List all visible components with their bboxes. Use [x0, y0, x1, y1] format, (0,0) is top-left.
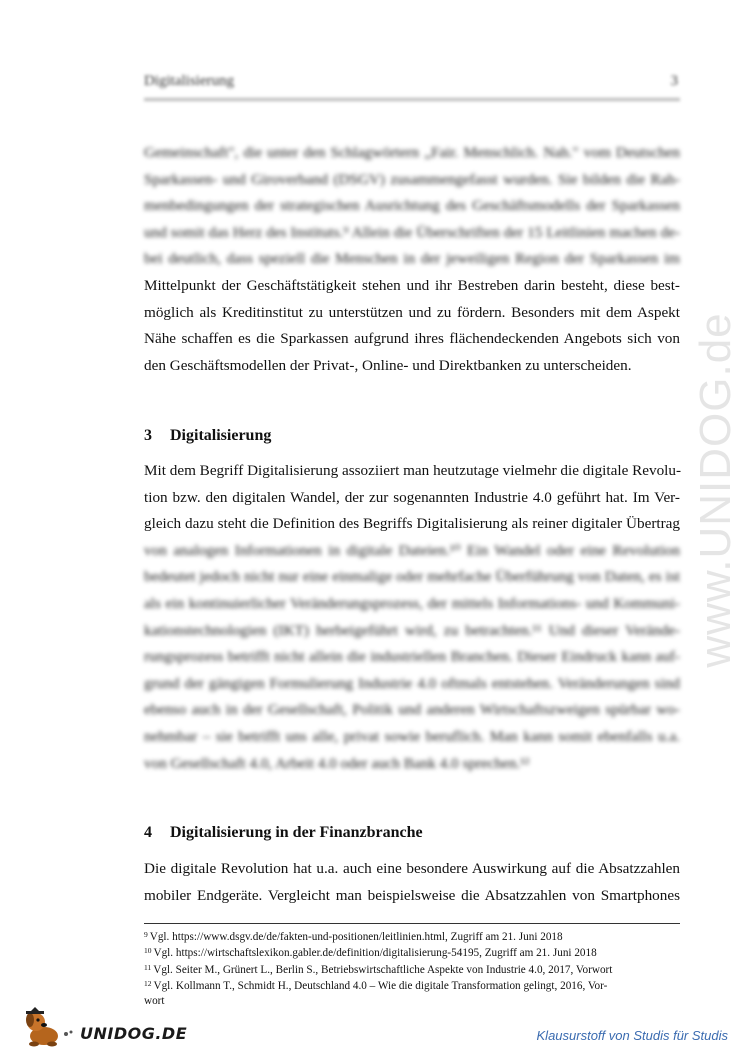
section-heading-3: [144, 427, 271, 445]
footnote-number: 11: [144, 962, 152, 972]
text-line: Sparkassen- und Giroverband (DSGV) zusammengefasst wurden. Sie bilden die Rah-: [144, 170, 680, 188]
footnote-number: 12: [144, 979, 152, 989]
text-line: rungsprozess betrifft nicht allein die industriellen Branchen. Dieser Eindruck kann auf-: [144, 648, 680, 666]
footnote-continuation: wort: [144, 994, 165, 1007]
intro-paragraph: [144, 140, 680, 379]
text-line: und somit das Herz des Instituts.⁹ Allein die Überschriften der 15 Leitlinien machen de-: [144, 223, 680, 241]
text-line: möglich als Kreditinstitut zu unterstützen und zu fördern. Besonders mit dem Aspekt: [144, 303, 680, 321]
page-header: [144, 70, 680, 101]
section-number: 3: [144, 427, 152, 444]
header-title: Digitalisierung: [144, 73, 234, 89]
section-number: 4: [144, 824, 152, 841]
footnote: [144, 928, 680, 944]
text-line: tion bzw. den digitalen Wandel, der zur sogenannten Industrie 4.0 geführt hat. Im Ver-: [144, 488, 680, 506]
footnotes: [144, 928, 680, 1008]
section-title: Digitalisierung in der Finanzbranche: [170, 824, 423, 841]
footnote-text: Vgl. https://www.dsgv.de/de/fakten-und-positionen/leitlinien.html, Zugriff am 21. Juni 2018: [149, 931, 563, 943]
footnote: [144, 961, 680, 977]
text-line: menbedingungen der strategischen Ausrichtung des Geschäftsmodells der Sparkassen: [144, 197, 680, 215]
section4-paragraph: [144, 856, 680, 909]
text-line: bedeutet jedoch nicht nur eine einmalige oder mehrfache Überführung von Daten, es ist: [144, 568, 680, 586]
watermark: [692, 250, 740, 730]
text-line: Nähe schaffen es die Sparkassen aufgrund ihres flächendeckenden Angebots sich von: [144, 330, 680, 348]
footnote-divider: [144, 923, 680, 924]
text-line: grund der gängigen Formulierung Industrie 4.0 oftmals entstehen. Veränderungen sind: [144, 674, 680, 692]
section-heading-4: [144, 824, 423, 842]
text-line: Gemeinschaft", die unter den Schlagwörtern „Fair. Menschlich. Nah." vom Deutschen: [144, 144, 680, 161]
page-number: 3: [670, 73, 678, 89]
footnote-text: Vgl. Seiter M., Grünert L., Berlin S., Betriebswirtschaftliche Aspekte von Industrie 4.0, 2017, Vorwort: [153, 963, 613, 976]
logo-text: UNIDOG.DE: [80, 1024, 188, 1043]
text-line: Mit dem Begriff Digitalisierung assoziiert man heutzutage vielmehr die digitale Revolu-: [144, 462, 682, 479]
text-line: von Gesellschaft 4.0, Arbeit 4.0 oder auch Bank 4.0 sprechen.¹²: [144, 754, 530, 772]
footnote-text: Vgl. Kollmann T., Schmidt H., Deutschland 4.0 – Wie die digitale Transformation gelingt, 2016, Vor-: [153, 980, 608, 993]
dog-mascot-icon: [22, 1006, 82, 1048]
text-line: den Geschäftsmodellen der Privat-, Online- und Direktbanken zu unterscheiden.: [144, 356, 632, 374]
footnote-number: 9: [144, 930, 148, 939]
text-line: Mittelpunkt der Geschäftstätigkeit stehen und ihr Bestreben darin besteht, diese best-: [144, 276, 680, 294]
watermark-text: www.UNIDOG.de: [691, 312, 740, 668]
section-title: Digitalisierung: [170, 427, 272, 444]
text-line: kationstechnologien (IKT) herbeigeführt wird, zu betrachten.¹¹ Und dieser Verände-: [144, 621, 680, 639]
footnote: [144, 944, 680, 960]
text-line: ebenso auch in der Gesellschaft, Politik und anderen Wirtschaftszweigen spürbar wo-: [144, 701, 680, 719]
footnote-text: Vgl. https://wirtschaftslexikon.gabler.de/definition/digitalisierung-54195, Zugriff am 21. Juni 2018: [153, 947, 597, 960]
footnote-number: 10: [144, 946, 152, 956]
text-line: von analogen Informationen in digitale Dateien.¹⁰ Ein Wandel oder eine Revolution: [144, 541, 680, 559]
footnote: [144, 977, 680, 993]
text-line: gleich dazu steht die Definition des Begriffs Digitalisierung als reiner digitaler Übertrag: [144, 515, 680, 533]
footer-tagline: Klausurstoff von Studis für Studis: [536, 1028, 728, 1043]
text-line: als ein kontinuierlicher Veränderungsprozess, der mittels Informations- und Kommuni-: [144, 594, 680, 612]
unidog-logo[interactable]: [22, 1006, 188, 1046]
text-line: Die digitale Revolution hat u.a. auch eine besondere Auswirkung auf die Absatzzahlen: [144, 860, 680, 877]
text-line: bei deutlich, dass speziell die Menschen in der jeweiligen Region der Sparkassen im: [144, 250, 680, 268]
text-line: mobiler Endgeräte. Vergleicht man beispielsweise die Absatzzahlen von Smartphones: [144, 886, 680, 904]
text-line: nehmbar – sie betrifft uns alle, privat sowie beruflich. Man kann somit ebenfalls u.a.: [144, 727, 680, 745]
section3-paragraph: [144, 458, 680, 777]
